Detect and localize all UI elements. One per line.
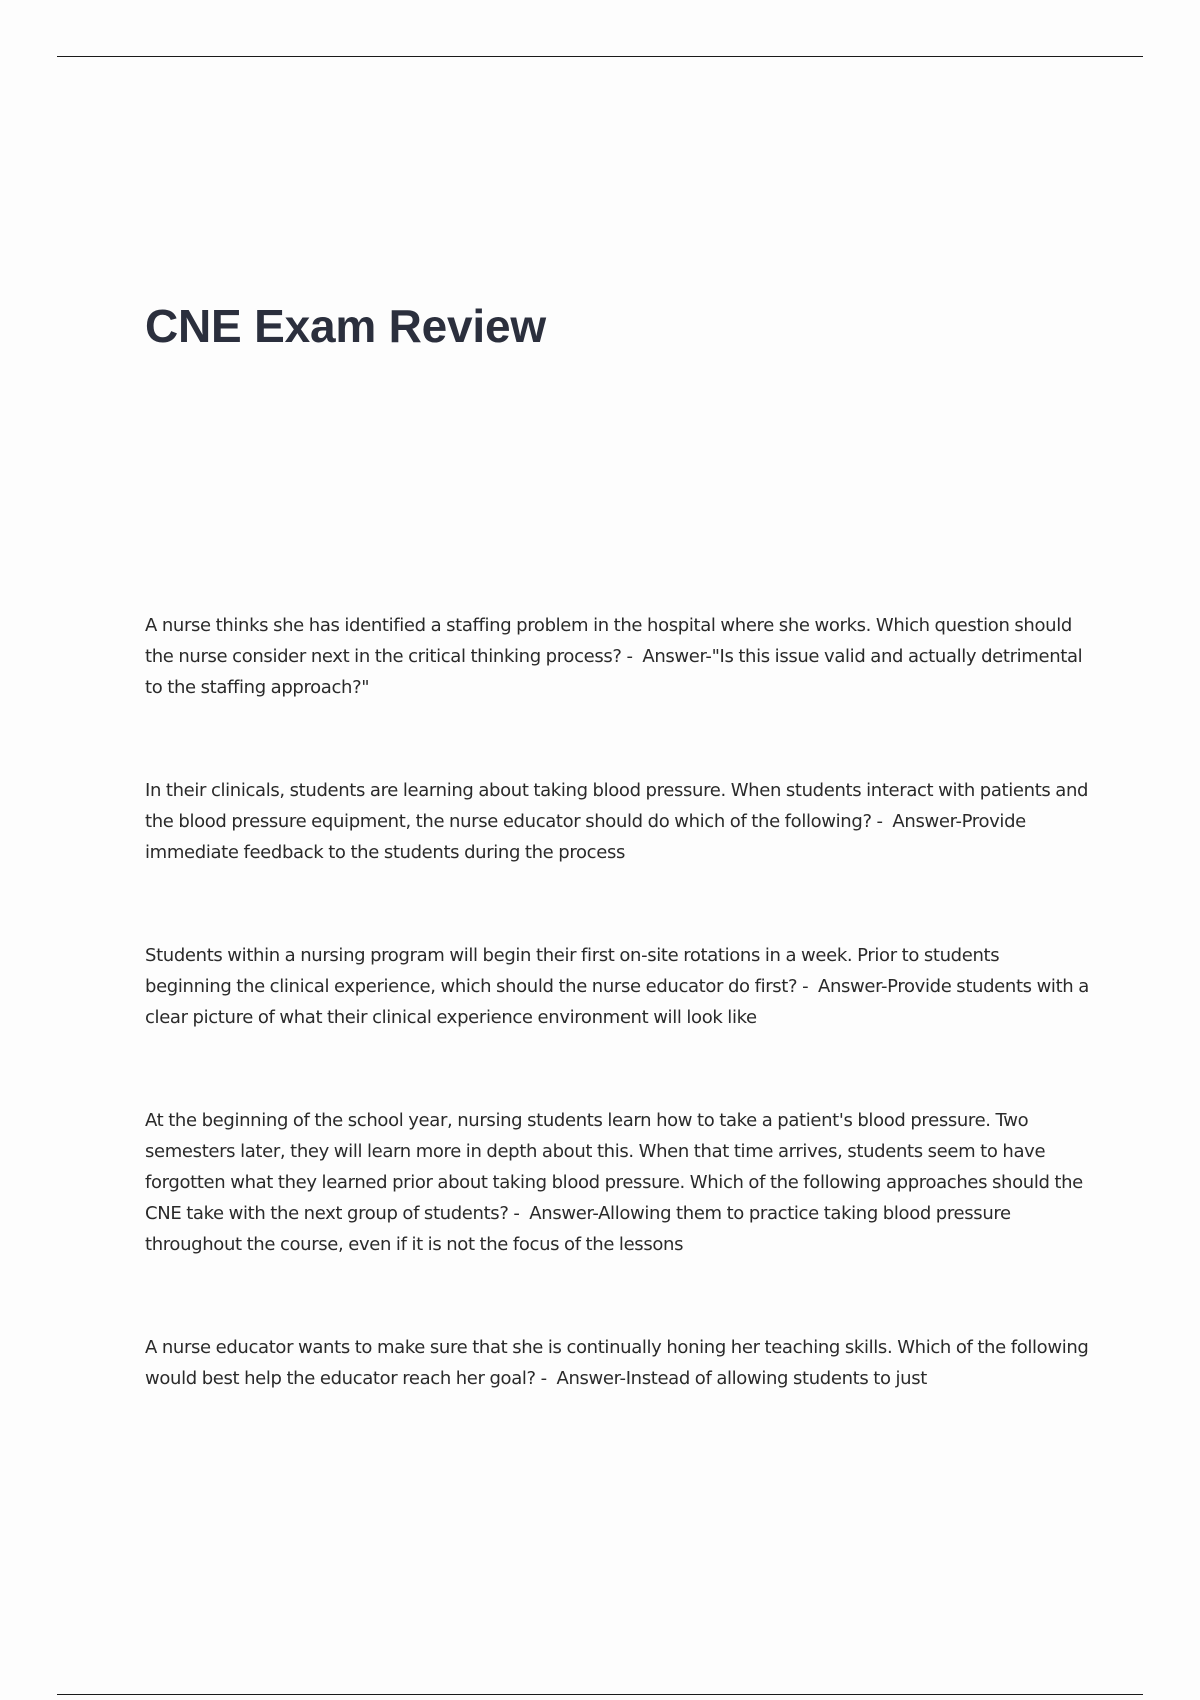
qa-item [145,775,1090,868]
qa-separator: - [871,811,893,832]
answer-text: Answer-Allowing them to practice taking blood pressure throughout the course, even if it is not the focus of the lessons [145,1203,1011,1255]
question-text: Students within a nursing program will begin their first on-site rotations in a week. Prior to students beginning the clinical experience, which should the nurse educator do first? [145,945,1000,997]
question-text: In their clinicals, students are learning about taking blood pressure. When students interact with patients and the blood pressure equipment, the nurse educator should do which of the following? [145,780,1089,832]
document-title: CNE Exam Review [145,300,546,352]
qa-separator: - [508,1203,530,1224]
qa-item [145,1332,1090,1394]
top-rule [57,56,1143,57]
qa-list [145,610,1090,1394]
qa-separator: - [797,976,818,997]
bottom-rule [57,1694,1143,1695]
qa-separator: - [621,646,643,667]
question-text: A nurse educator wants to make sure that she is continually honing her teaching skills. Which of the following would best help the educator reach her goal? [145,1337,1089,1389]
qa-item [145,610,1090,703]
qa-separator: - [535,1368,557,1389]
question-text: At the beginning of the school year, nursing students learn how to take a patient's blood pressure. Two semesters later, they will learn more in depth about this. When that time arrives, students seem to have forgotten what they learned prior about taking blood pressure. Which of the following approaches should the CNE take with the next group of students? [145,1110,1083,1224]
answer-text: Answer-"Is this issue valid and actually detrimental to the staffing approach?" [145,646,1083,698]
answer-text: Answer-Instead of allowing students to just [556,1368,927,1389]
qa-item [145,940,1090,1033]
answer-text: Answer-Provide students with a clear picture of what their clinical experience environment will look like [145,976,1089,1028]
question-text: A nurse thinks she has identified a staffing problem in the hospital where she works. Which question should the nurse consider next in the critical thinking process? [145,615,1072,667]
qa-item [145,1105,1090,1260]
answer-text: Answer-Provide immediate feedback to the students during the process [145,811,1026,863]
